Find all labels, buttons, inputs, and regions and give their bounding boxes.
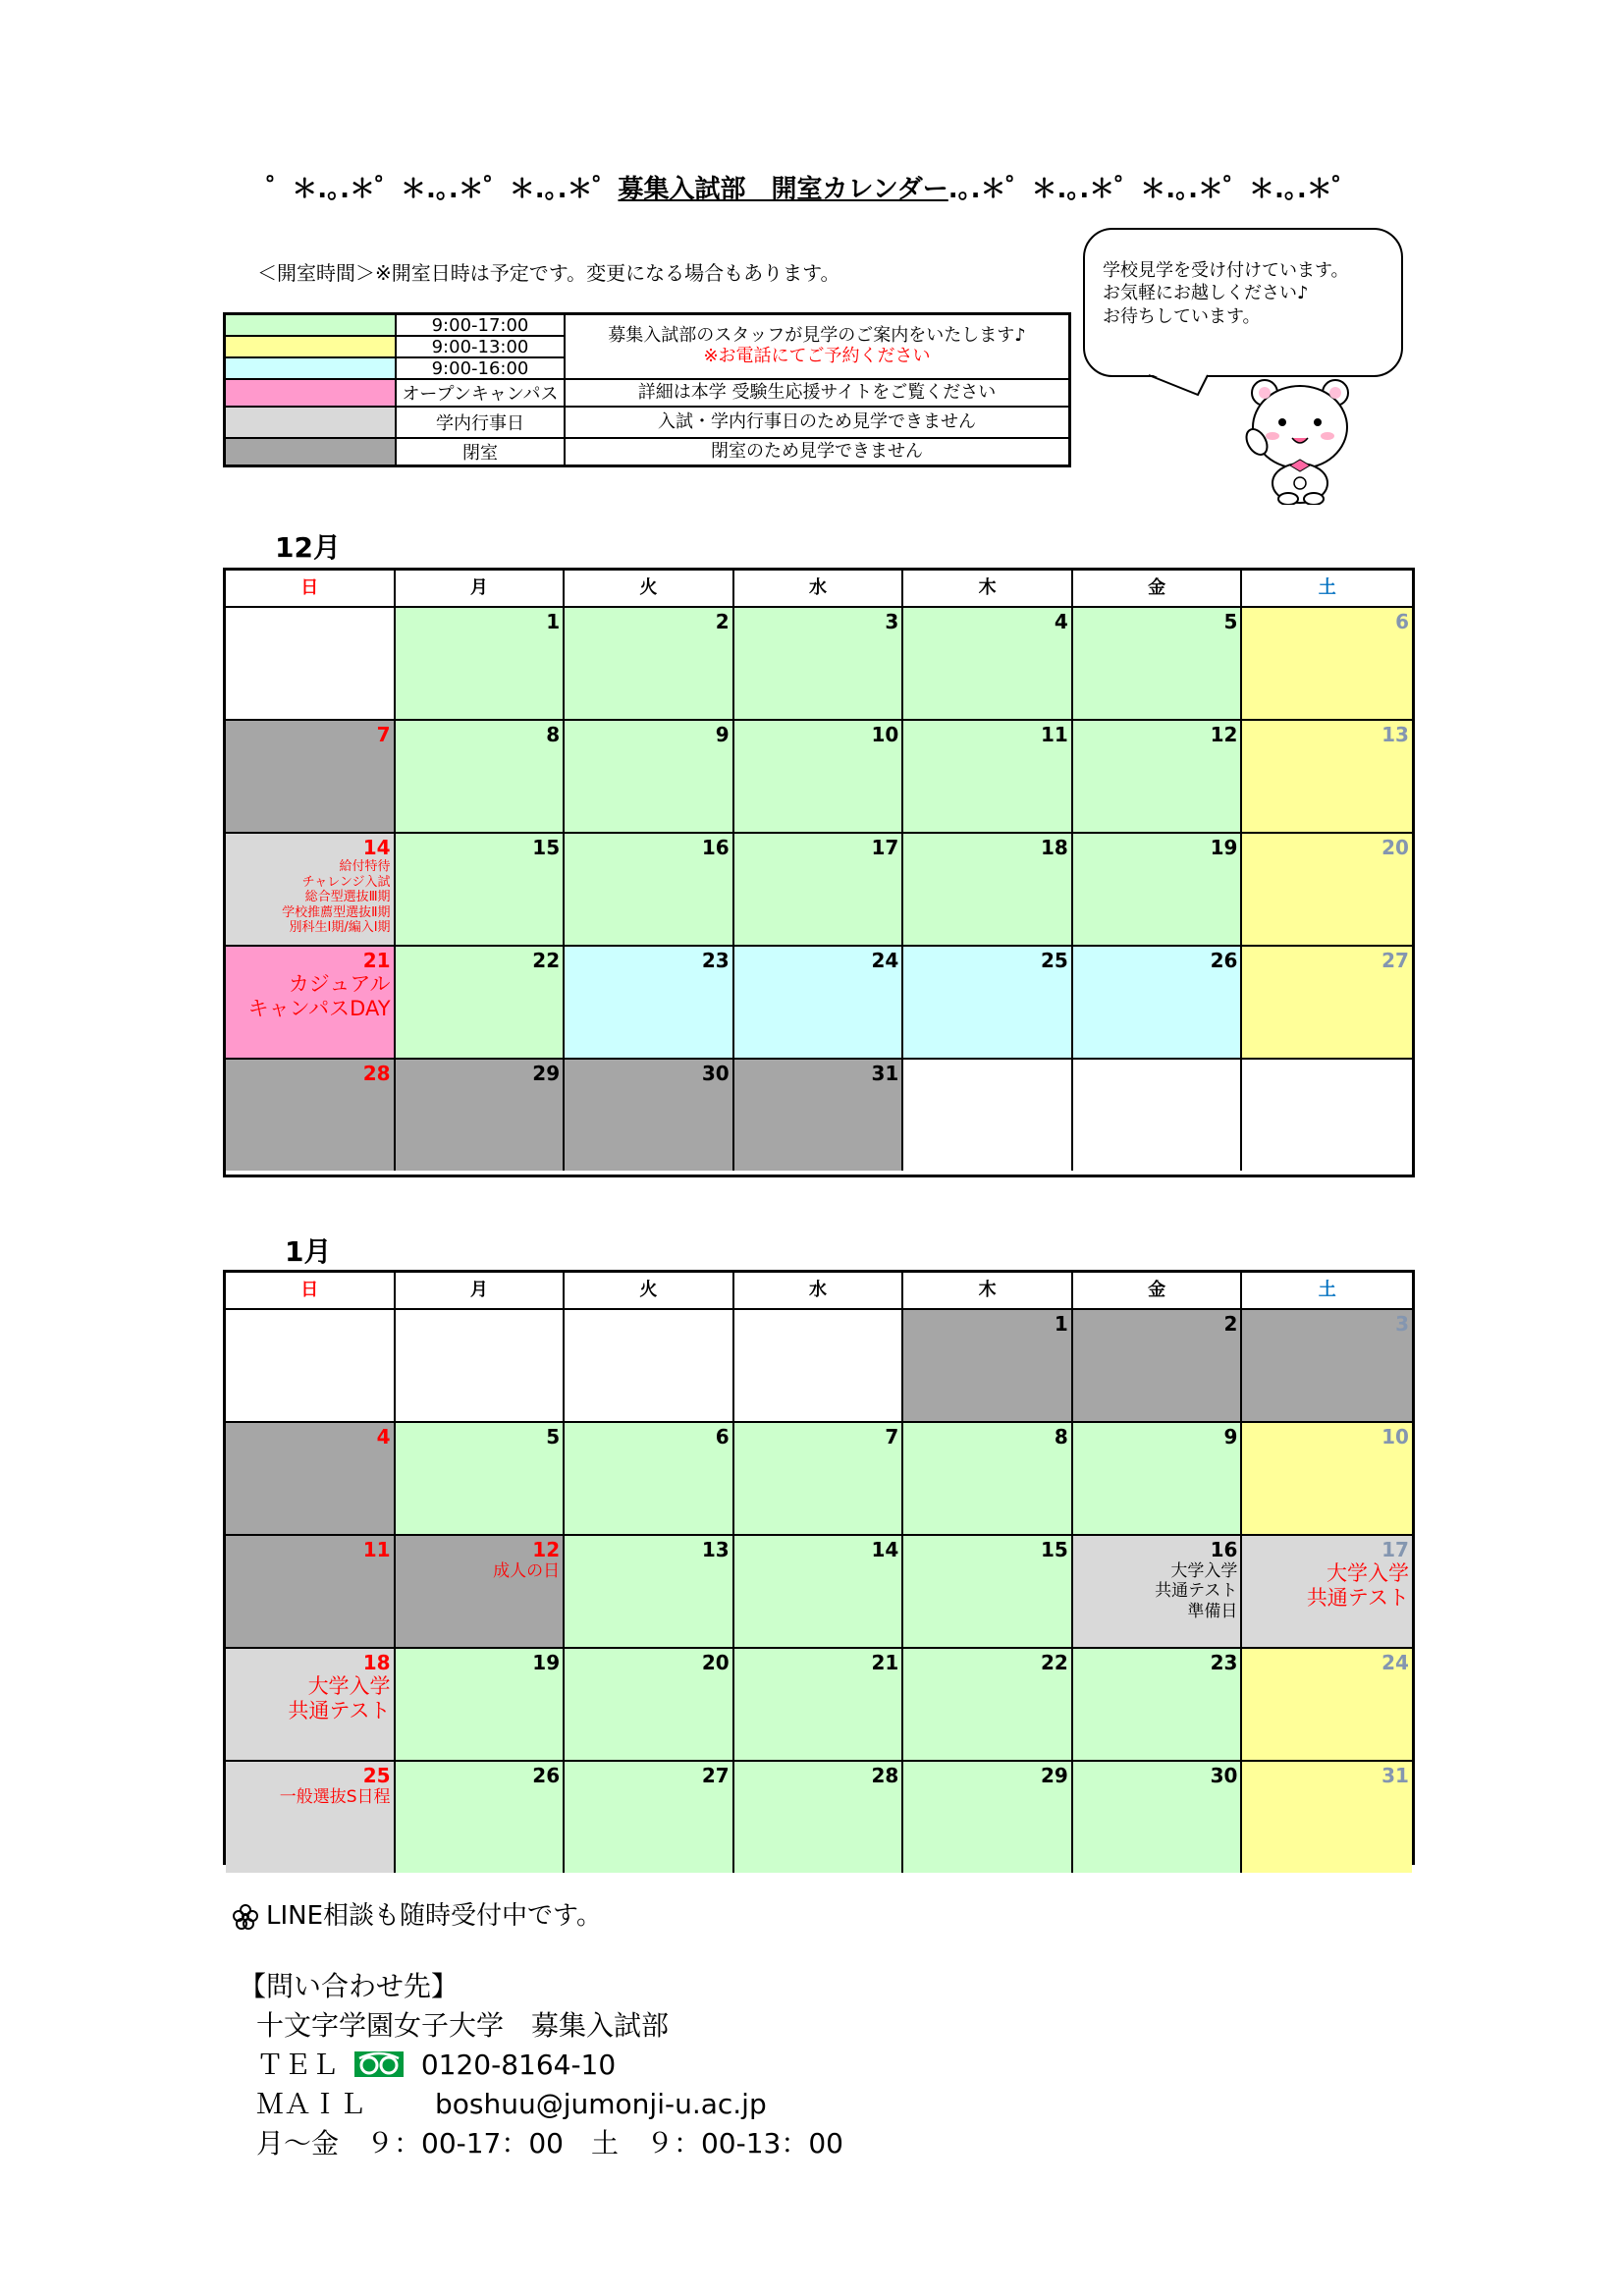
weekday-label: 金 <box>1073 571 1243 606</box>
weekday-label: 水 <box>734 571 904 606</box>
day-number: 9 <box>715 723 730 746</box>
bubble-line2: お気軽にお越しください♪ <box>1103 283 1309 304</box>
day-event-line: 大学入学 <box>307 1674 391 1698</box>
calendar-day-cell <box>903 608 1073 719</box>
legend-swatch-lightgray <box>226 408 397 439</box>
calendar-day-cell <box>734 1310 904 1421</box>
day-number: 20 <box>701 1651 730 1674</box>
legend-swatch-darkgray <box>226 439 397 465</box>
weekday-header <box>226 1273 1412 1310</box>
day-number: 15 <box>1041 1538 1068 1561</box>
calendar-day-cell <box>226 721 396 832</box>
contact-hours: 月～金 ９：00-17：00 土 ９：00-13：00 <box>256 2127 843 2159</box>
flower-icon <box>233 1904 258 1930</box>
day-number: 16 <box>1210 1538 1238 1561</box>
calendar-week <box>226 1423 1412 1536</box>
calendar-day-cell <box>1242 1310 1412 1421</box>
calendar-week <box>226 834 1412 947</box>
title-main: 募集入試部 開室カレンダー <box>618 175 948 204</box>
calendar-day-cell <box>565 1762 734 1873</box>
day-number: 31 <box>1381 1764 1409 1787</box>
day-event-line: 成人の日 <box>493 1561 561 1581</box>
day-number: 16 <box>701 836 730 859</box>
calendar-week <box>226 947 1412 1060</box>
day-number: 22 <box>532 949 561 972</box>
day-number: 29 <box>1041 1764 1068 1787</box>
weekday-label: 土 <box>1318 577 1336 598</box>
calendar-day-cell <box>1242 608 1412 719</box>
calendar-day-cell <box>1073 1536 1243 1647</box>
calendar-day-cell <box>734 1536 904 1647</box>
calendar-day-cell <box>226 1423 396 1534</box>
hours-note: ＜開室時間＞※開室日時は予定です。変更になる場合もあります。 <box>257 261 840 285</box>
calendar-day-cell <box>565 947 734 1058</box>
calendar-day-cell <box>396 1310 566 1421</box>
legend-label-darkgray: 閉室 <box>397 439 566 465</box>
calendar-day-cell <box>226 608 396 719</box>
calendar-day-cell <box>1242 947 1412 1058</box>
calendar-day-cell <box>396 1536 566 1647</box>
calendar-day-cell <box>734 834 904 945</box>
day-number: 19 <box>1210 836 1238 859</box>
legend-label-cyan: 9:00-16:00 <box>397 358 566 380</box>
legend-label-yellow: 9:00-13:00 <box>397 337 566 358</box>
legend-swatch-cyan <box>226 358 397 380</box>
day-event-line: 大学入学 <box>1326 1561 1409 1585</box>
contact-block <box>239 1967 843 2163</box>
day-number: 17 <box>1381 1538 1409 1561</box>
month-label-december: 12月 <box>275 531 341 564</box>
calendar-day-cell <box>903 1060 1073 1171</box>
day-number: 7 <box>885 1425 899 1449</box>
bubble-line3: お待ちしています。 <box>1103 305 1261 327</box>
day-event-line: 総合型選抜Ⅲ期 <box>304 890 391 905</box>
day-number: 24 <box>871 949 899 972</box>
legend-swatch-green <box>226 315 397 337</box>
day-number: 31 <box>871 1062 899 1085</box>
calendar-december <box>223 568 1415 1177</box>
calendar-day-cell <box>396 608 566 719</box>
day-number: 14 <box>871 1538 899 1561</box>
calendar-day-cell <box>226 1060 396 1171</box>
calendar-day-cell <box>396 1649 566 1760</box>
day-number: 4 <box>376 1425 391 1449</box>
day-number: 18 <box>362 1651 391 1674</box>
bear-mascot-icon <box>1239 373 1361 505</box>
day-event-note <box>493 1561 560 1581</box>
day-number: 24 <box>1381 1651 1409 1674</box>
day-number: 26 <box>532 1764 561 1787</box>
legend-desc-darkgray: 閉室のため見学できません <box>711 440 923 462</box>
weekday-label: 木 <box>903 571 1073 606</box>
legend-label-lightgray: 学内行事日 <box>397 408 566 439</box>
day-event-line: キャンパスDAY <box>247 997 391 1021</box>
day-number: 23 <box>1210 1651 1238 1674</box>
day-number: 21 <box>871 1651 899 1674</box>
weekday-label: 月 <box>396 571 566 606</box>
calendar-day-cell <box>734 608 904 719</box>
day-number: 30 <box>1210 1764 1238 1787</box>
day-number: 3 <box>885 610 899 633</box>
day-number: 30 <box>701 1062 730 1085</box>
day-number: 12 <box>532 1538 561 1561</box>
weekday-label: 土 <box>1318 1280 1336 1300</box>
weekday-label: 木 <box>903 1273 1073 1308</box>
weekday-label: 火 <box>565 571 734 606</box>
calendar-day-cell <box>226 1536 396 1647</box>
calendar-day-cell <box>903 1536 1073 1647</box>
day-number: 26 <box>1210 949 1238 972</box>
calendar-day-cell <box>1073 1649 1243 1760</box>
calendar-day-cell <box>1242 1423 1412 1534</box>
calendar-day-cell <box>396 1060 566 1171</box>
day-number: 10 <box>871 723 899 746</box>
calendar-week <box>226 1762 1412 1873</box>
bubble-tail-icon <box>1139 373 1218 397</box>
day-event-line: 準備日 <box>1187 1601 1238 1621</box>
day-number: 1 <box>1054 1312 1068 1336</box>
day-event-line: 共通テスト <box>1306 1586 1409 1611</box>
day-number: 1 <box>546 610 561 633</box>
day-event-note <box>280 1787 391 1807</box>
legend-swatch-pink <box>226 380 397 408</box>
calendar-day-cell <box>1242 1060 1412 1171</box>
day-event-line: 共通テスト <box>288 1699 391 1723</box>
legend-desc-line1: 募集入試部のスタッフが見学のご案内をいたします♪ <box>608 325 1026 347</box>
calendar-day-cell <box>565 608 734 719</box>
calendar-day-cell <box>565 1060 734 1171</box>
day-number: 25 <box>1041 949 1068 972</box>
day-number: 3 <box>1395 1312 1409 1336</box>
legend-desc-line2: ※お電話にてご予約ください <box>703 346 931 366</box>
calendar-day-cell <box>396 1762 566 1873</box>
day-event-line: 給付特待 <box>339 859 391 874</box>
day-number: 15 <box>532 836 561 859</box>
legend-table <box>223 312 1071 467</box>
weekday-label: 月 <box>396 1273 566 1308</box>
weekday-label: 日 <box>226 1273 396 1308</box>
calendar-day-cell <box>565 834 734 945</box>
legend-desc-pink: 詳細は本学 受験生応援サイトをご覧ください <box>566 380 1068 408</box>
calendar-day-cell <box>734 1762 904 1873</box>
day-event-line: 学校推薦型選抜Ⅱ期 <box>282 904 391 920</box>
day-event-line: チャレンジ入試 <box>301 874 391 890</box>
calendar-day-cell <box>903 947 1073 1058</box>
day-number: 17 <box>871 836 899 859</box>
legend-desc-lightgray: 入試・学内行事日のため見学できません <box>566 408 1068 439</box>
calendar-day-cell <box>1073 834 1243 945</box>
day-number: 5 <box>1223 610 1238 633</box>
contact-tel-number[interactable]: 0120-8164-10 <box>420 2049 617 2081</box>
legend-swatch-yellow <box>226 337 397 358</box>
calendar-day-cell <box>1242 834 1412 945</box>
day-event-line: 一般選抜S日程 <box>279 1787 391 1807</box>
contact-tel-label: ＴＥＬ <box>256 2049 340 2081</box>
line-note <box>233 1895 602 1932</box>
calendar-day-cell <box>396 1423 566 1534</box>
calendar-day-cell <box>565 721 734 832</box>
calendar-day-cell <box>226 1310 396 1421</box>
calendar-day-cell <box>1073 608 1243 719</box>
calendar-day-cell <box>734 1060 904 1171</box>
calendar-day-cell <box>1073 1762 1243 1873</box>
day-number: 7 <box>376 723 391 746</box>
day-event-line: 別科生Ⅰ期/編入Ⅰ期 <box>289 920 391 936</box>
calendar-day-cell <box>1073 721 1243 832</box>
calendar-day-cell <box>565 1423 734 1534</box>
day-number: 28 <box>871 1764 899 1787</box>
weekday-label: 水 <box>734 1273 904 1308</box>
contact-mail-row <box>239 2085 843 2124</box>
contact-org: 十文字学園女子大学 募集入試部 <box>256 2009 670 2042</box>
weekday-label: 日 <box>226 571 396 606</box>
calendar-day-cell <box>903 1762 1073 1873</box>
day-event-note <box>282 859 390 936</box>
calendar-day-cell <box>1073 1310 1243 1421</box>
contact-heading: 【問い合わせ先】 <box>239 1970 460 2002</box>
bubble-line1: 学校見学を受け付けています。 <box>1103 260 1349 281</box>
calendar-day-cell <box>903 1423 1073 1534</box>
day-number: 19 <box>532 1651 561 1674</box>
calendar-day-cell <box>903 834 1073 945</box>
calendar-day-cell <box>1242 1649 1412 1760</box>
day-number: 11 <box>362 1538 391 1561</box>
calendar-day-cell <box>565 1649 734 1760</box>
day-event-line: 大学入学 <box>1170 1561 1238 1581</box>
weekday-label: 金 <box>1073 1273 1243 1308</box>
freedial-icon <box>353 2050 406 2078</box>
day-number: 2 <box>1223 1312 1238 1336</box>
calendar-day-cell <box>734 721 904 832</box>
calendar-day-cell <box>1242 1536 1412 1647</box>
calendar-day-cell <box>1073 1060 1243 1171</box>
calendar-day-cell <box>1073 947 1243 1058</box>
contact-tel-row <box>239 2046 843 2085</box>
day-number: 27 <box>1381 949 1409 972</box>
day-number: 29 <box>532 1062 561 1085</box>
calendar-day-cell <box>1242 1762 1412 1873</box>
calendar-day-cell <box>565 1536 734 1647</box>
calendar-day-cell <box>734 1649 904 1760</box>
day-number: 20 <box>1381 836 1409 859</box>
calendar-week <box>226 608 1412 721</box>
calendar-day-cell <box>396 721 566 832</box>
calendar-day-cell <box>734 947 904 1058</box>
calendar-day-cell <box>396 947 566 1058</box>
calendar-day-cell <box>903 1310 1073 1421</box>
calendar-day-cell <box>1073 1423 1243 1534</box>
legend-label-pink: オープンキャンパス <box>397 380 566 408</box>
day-number: 14 <box>362 836 391 859</box>
weekday-header <box>226 571 1412 608</box>
page-title <box>0 169 1624 205</box>
calendar-day-cell <box>226 1762 396 1873</box>
legend-label-green: 9:00-17:00 <box>397 315 566 337</box>
calendar-day-cell <box>1242 721 1412 832</box>
day-event-note <box>1155 1561 1237 1621</box>
calendar-day-cell <box>226 834 396 945</box>
calendar-day-cell <box>396 834 566 945</box>
month-label-january: 1月 <box>285 1235 332 1268</box>
calendar-week <box>226 721 1412 834</box>
calendar-day-cell <box>903 1649 1073 1760</box>
day-number: 25 <box>362 1764 391 1787</box>
calendar-week <box>226 1536 1412 1649</box>
day-event-line: 共通テスト <box>1155 1581 1238 1602</box>
day-number: 27 <box>701 1764 730 1787</box>
day-number: 4 <box>1054 610 1068 633</box>
day-number: 2 <box>715 610 730 633</box>
day-number: 9 <box>1223 1425 1238 1449</box>
title-deco-right: .｡.＊゜＊.｡.＊゜＊.｡.＊゜＊.｡.＊゜ <box>947 175 1358 204</box>
day-number: 10 <box>1381 1425 1409 1449</box>
calendar-day-cell <box>734 1423 904 1534</box>
day-event-note <box>1307 1561 1409 1611</box>
day-event-note <box>248 972 391 1021</box>
day-number: 5 <box>546 1425 561 1449</box>
day-number: 6 <box>715 1425 730 1449</box>
calendar-day-cell <box>226 1649 396 1760</box>
calendar-day-cell <box>226 947 396 1058</box>
calendar-week <box>226 1310 1412 1423</box>
day-number: 22 <box>1041 1651 1068 1674</box>
calendar-week <box>226 1649 1412 1762</box>
weekday-label: 火 <box>565 1273 734 1308</box>
contact-mail-label: ＭＡＩＬ <box>256 2088 367 2120</box>
day-number: 13 <box>701 1538 730 1561</box>
day-number: 28 <box>362 1062 391 1085</box>
speech-bubble <box>1083 228 1403 377</box>
title-deco-left: ゜＊.｡.＊゜＊.｡.＊゜＊.｡.＊゜ <box>266 175 619 204</box>
day-number: 11 <box>1041 723 1068 746</box>
calendar-day-cell <box>903 721 1073 832</box>
contact-mail-address[interactable]: boshuu@jumonji-u.ac.jp <box>435 2088 767 2120</box>
day-number: 12 <box>1210 723 1238 746</box>
day-number: 6 <box>1395 610 1409 633</box>
calendar-january <box>223 1270 1415 1865</box>
day-event-note <box>288 1674 390 1723</box>
calendar-day-cell <box>565 1310 734 1421</box>
day-number: 8 <box>1054 1425 1068 1449</box>
legend-merged-desc <box>566 315 1068 380</box>
day-number: 8 <box>546 723 561 746</box>
day-number: 18 <box>1041 836 1068 859</box>
calendar-week <box>226 1060 1412 1171</box>
day-number: 21 <box>362 949 391 972</box>
day-event-line: カジュアル <box>288 972 391 996</box>
day-number: 13 <box>1381 723 1409 746</box>
line-note-text: LINE相談も随時受付中です。 <box>266 1901 602 1931</box>
day-number: 23 <box>701 949 730 972</box>
